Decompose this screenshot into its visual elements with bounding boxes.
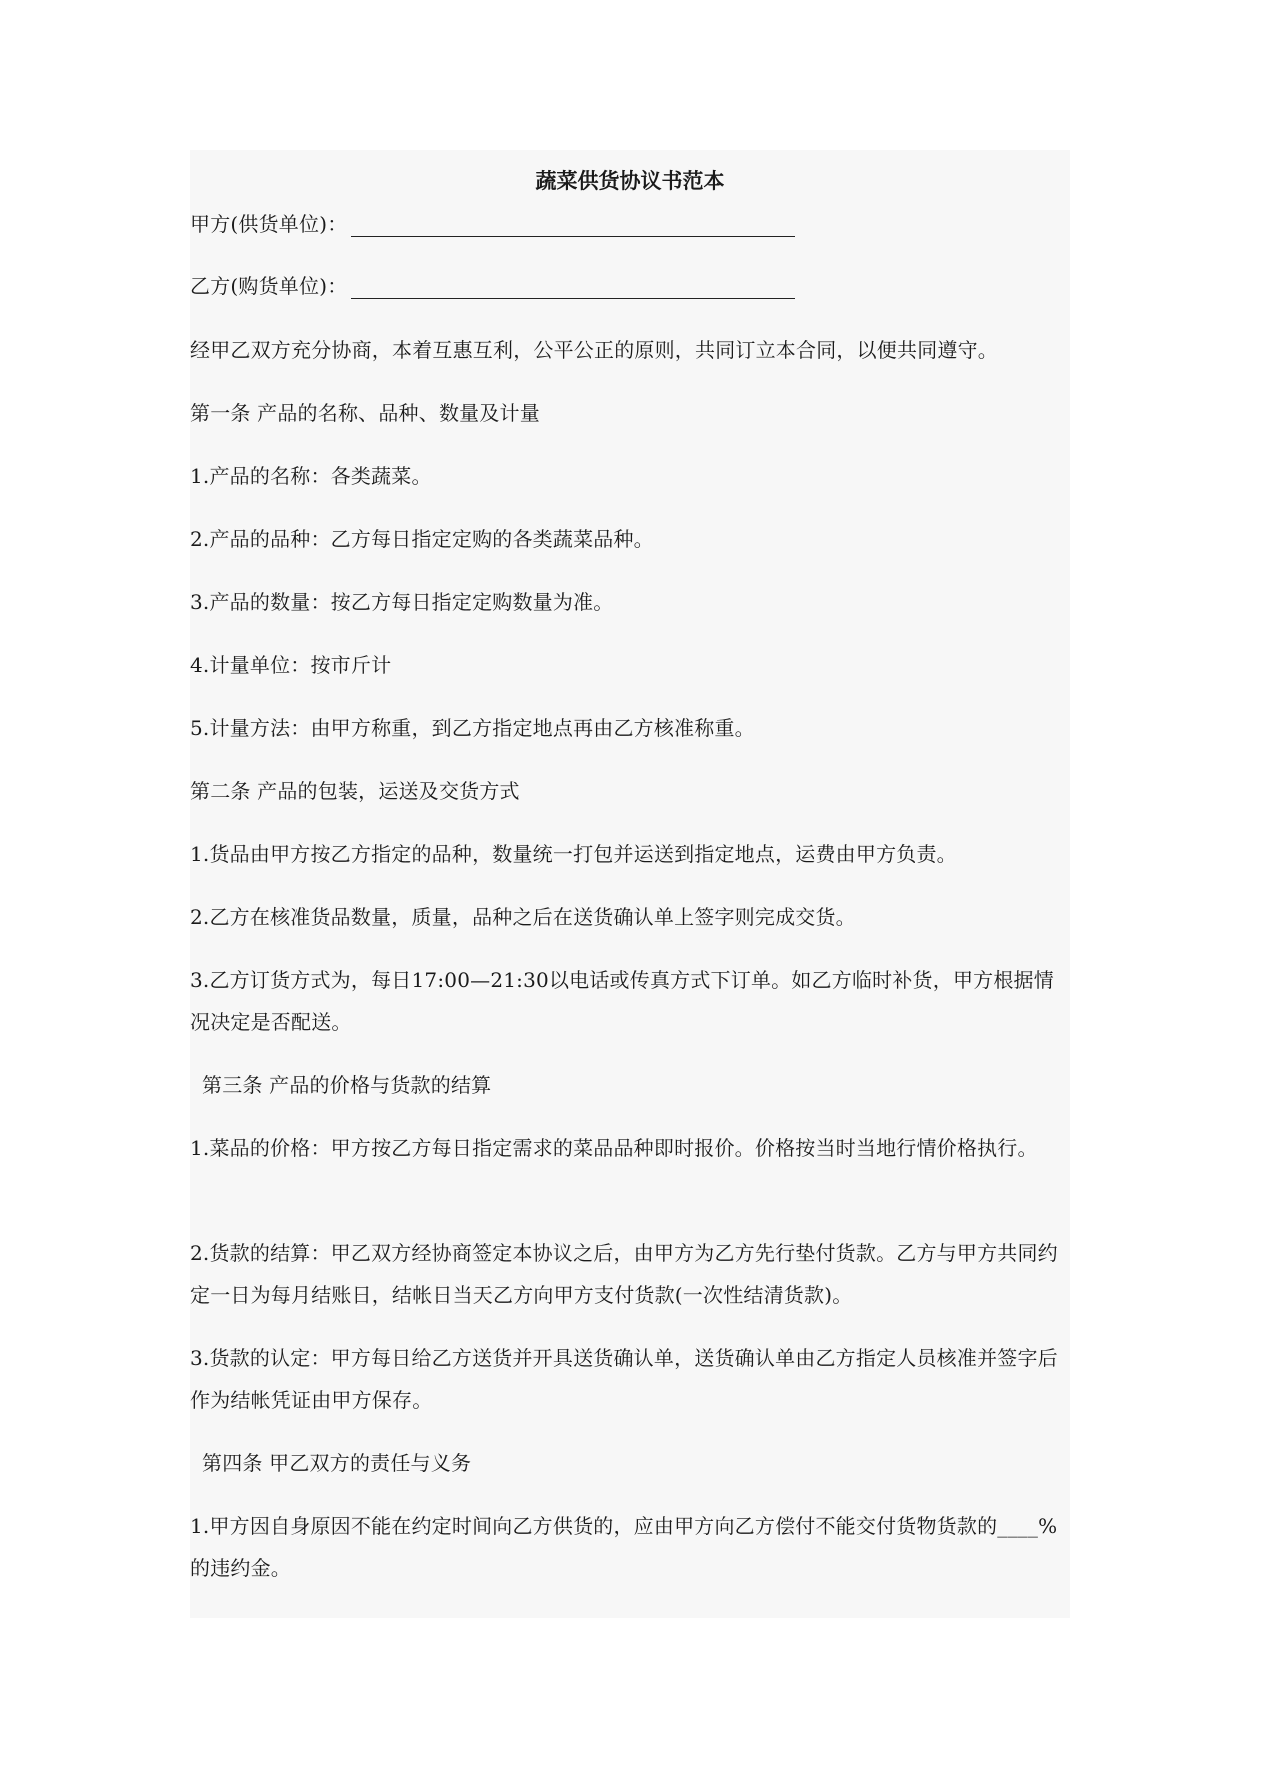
intro-paragraph: 经甲乙双方充分协商，本着互惠互利，公平公正的原则，共同订立本合同，以便共同遵守。 [190,338,998,362]
article1-item-4: 4.计量单位：按市斤计 [190,653,392,677]
party-b-line [190,265,1070,307]
article4-heading: 第四条 甲乙双方的责任与义务 [202,1451,472,1475]
party-b-label: 乙方(购货单位)： [190,274,348,298]
article1-item-5: 5.计量方法：由甲方称重，到乙方指定地点再由乙方核准称重。 [190,716,755,740]
party-a-label: 甲方(供货单位)： [190,212,348,236]
document-title: 蔬菜供货协议书范本 [535,168,725,193]
party-a-line [190,203,1070,245]
article3-item-3: 3.货款的认定：甲方每日给乙方送货并开具送货确认单，送货确认单由乙方指定人员核准并签字后作为结帐凭证由甲方保存。 [190,1346,1058,1412]
article3-item-2: 2.货款的结算：甲乙双方经协商签定本协议之后，由甲方为乙方先行垫付货款。乙方与甲方共同约定一日为每月结账日，结帐日当天乙方向甲方支付货款(一次性结清货款)。 [190,1241,1058,1307]
article2-item-1: 1.货品由甲方按乙方指定的品种，数量统一打包并运送到指定地点，运费由甲方负责。 [190,842,957,866]
article1-item-3: 3.产品的数量：按乙方每日指定定购数量为准。 [190,590,614,614]
article1-item-1: 1.产品的名称：各类蔬菜。 [190,464,432,488]
article2-heading: 第二条 产品的包装，运送及交货方式 [190,779,520,803]
article2-item-2: 2.乙方在核准货品数量，质量，品种之后在送货确认单上签字则完成交货。 [190,905,856,929]
party-b-blank [351,298,795,299]
article3-heading: 第三条 产品的价格与货款的结算 [202,1073,492,1097]
article1-item-2: 2.产品的品种：乙方每日指定定购的各类蔬菜品种。 [190,527,654,551]
article1-heading: 第一条 产品的名称、品种、数量及计量 [190,401,540,425]
party-a-blank [351,236,795,237]
article4-item-1: 1.甲方因自身原因不能在约定时间向乙方供货的，应由甲方向乙方偿付不能交付货物货款的____%的违约金。 [190,1514,1058,1580]
article3-item-1: 1.菜品的价格：甲方按乙方每日指定需求的菜品品种即时报价。价格按当时当地行情价格执行。 [190,1136,1038,1160]
article2-item-3: 3.乙方订货方式为，每日17:00—21:30以电话或传真方式下订单。如乙方临时补货，甲方根据情况决定是否配送。 [190,968,1054,1034]
